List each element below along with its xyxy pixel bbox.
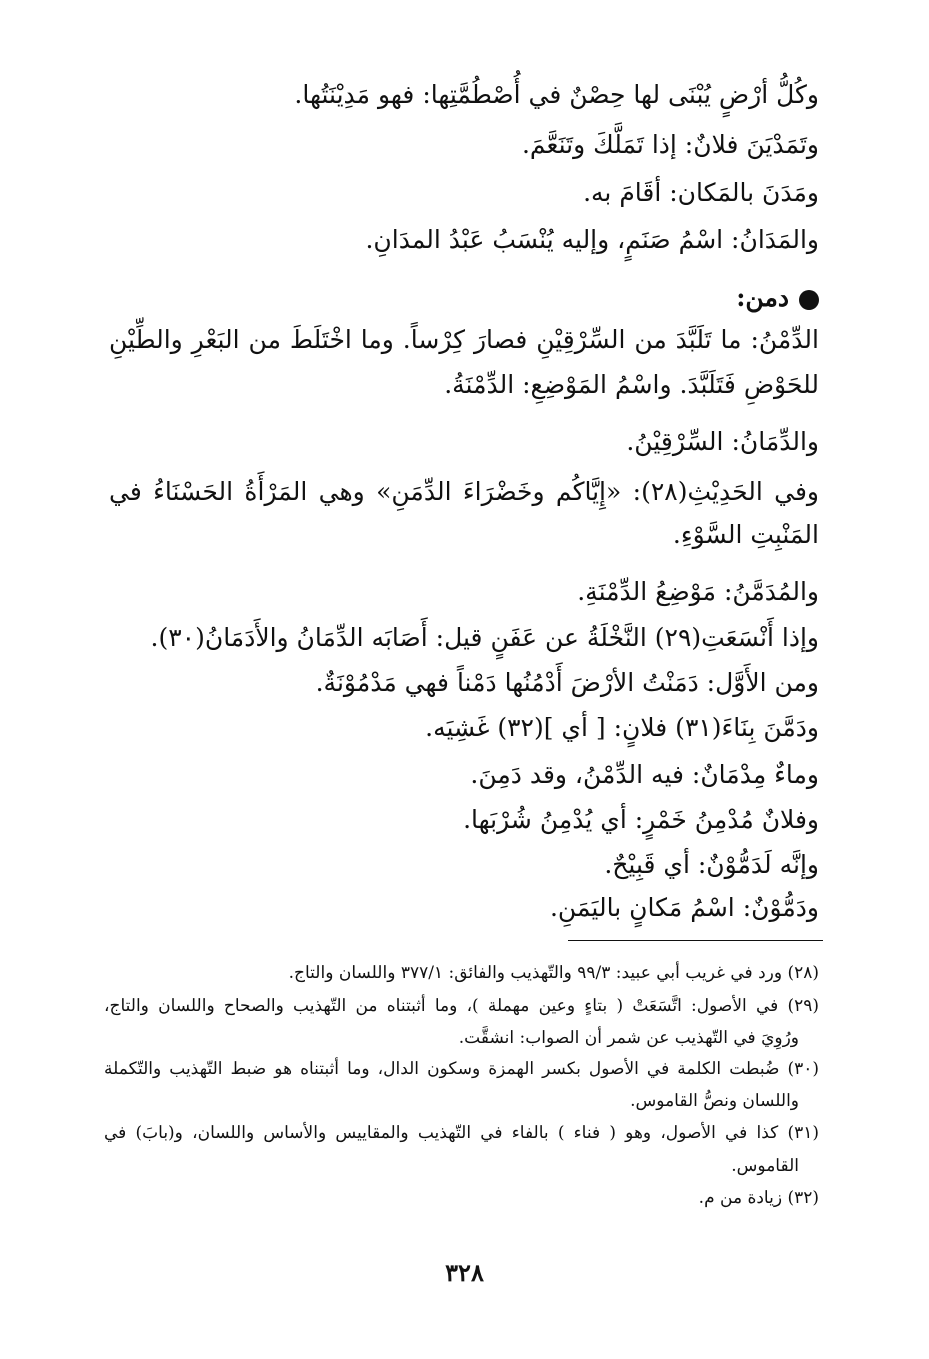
body-line: وإذا أَنْسَعَتِ(٢٩) النَّخْلَةُ عن عَفَنٍ قيل: أَصَابَه الدِّمَانُ والأَدَمَانُ(٣٠).: [150, 623, 819, 652]
footnote-line: (٢٩) في الأصول: اتَّسَعَتْ ( بتاءٍ وعين مهملة )، وما أثبتناه من التّهذيب والصحاح واللسان والتاج،: [104, 996, 819, 1016]
body-line: والدِّمَانُ: السِّرْقِيْنُ.: [626, 427, 819, 456]
hadith-line: وفي الحَدِيْثِ(٢٨): «إِيَّاكُم وخَضْرَاءَ الدِّمَنِ» وهي المَرْأَةُ الحَسْنَاءُ في: [109, 477, 820, 506]
body-line: والمُدَمَّنُ: مَوْضِعُ الدِّمْنَةِ.: [577, 577, 819, 606]
body-line: ودَمُّوْنٌ: اسْمُ مَكانٍ باليَمَنِ.: [549, 893, 819, 922]
section-heading-text: دمن:: [736, 283, 789, 312]
body-line: ومن الأَوَّل: دَمَنْتُ الأرْضَ أَدْمُنُها دَمْناً فهي مَدْمُوْنَةٌ.: [315, 668, 819, 697]
section-heading: [736, 283, 819, 313]
footnote-line: القاموس.: [731, 1156, 799, 1176]
body-line: وكُلُّ أرْضٍ يُبْنَى لها حِصْنٌ في أُصْطُمَّتِها: فهو مَدِيْنَتُها.: [294, 80, 819, 109]
footnote-separator: [568, 940, 823, 941]
bullet-icon: [799, 290, 819, 310]
footnote-line: (٣٢) زيادة من م.: [698, 1188, 819, 1208]
page-number: ٣٢٨: [445, 1258, 484, 1287]
footnote-line: (٣١) كذا في الأصول، وهو ( فناء ) بالفاء في التّهذيب والمقاييس والأساس واللسان، و(بابَ) في: [104, 1123, 819, 1143]
footnote-line: ورُوِيَ في التّهذيب عن شمر أن الصواب: انشقَّت.: [458, 1028, 799, 1048]
body-line: وفلانٌ مُدْمِنُ خَمْرٍ: أي يُدْمِنُ شُرْبَها.: [463, 805, 819, 834]
definition-line: للحَوْضِ فَتَلَبَّدَ. واسْمُ المَوْضِعِ: الدِّمْنَةُ.: [444, 370, 819, 399]
body-line: والمَدَانُ: اسْمُ صَنَمٍ، وإليه يُنْسَبُ عَبْدُ المدَانِ.: [365, 225, 819, 254]
body-line: ودَمَّنَ بِنَاءَ(٣١) فلانٍ: [ أي ](٣٢) غَشِيَه.: [425, 713, 819, 742]
definition-line: الدِّمْنُ: ما تَلَبَّدَ من السِّرْقِيْنِ فصارَ كِرْساً. وما اخْتَلَطَ من البَعْرِ والطِّيْنِ: [109, 325, 819, 354]
body-line: وتَمَدْيَنَ فلانٌ: إذا تَمَلَّكَ وتَنَعَّمَ.: [521, 130, 819, 159]
body-line: وإنَّه لَدَمُّوْنٌ: أي قَبِيْحٌ.: [604, 850, 819, 879]
footnote-line: (٣٠) ضُبطت الكلمة في الأصول بكسر الهمزة وسكون الدال، وما أثبتناه هو ضبط التّهذيب والتّكملة: [104, 1059, 819, 1079]
hadith-line: المَنْبِتِ السَّوْءِ.: [672, 520, 819, 549]
footnote-line: (٢٨) ورد في غريب أبي عبيد: ٩٩/٣ والتّهذيب والفائق: ٣٧٧/١ واللسان والتاج.: [288, 963, 819, 983]
body-line: وماءٌ مِدْمَانٌ: فيه الدِّمْنُ، وقد دَمِنَ.: [470, 760, 819, 789]
footnote-line: واللسان ونصُّ القاموس.: [630, 1091, 799, 1111]
body-line: ومَدَنَ بالمَكان: أقَامَ به.: [583, 178, 819, 207]
